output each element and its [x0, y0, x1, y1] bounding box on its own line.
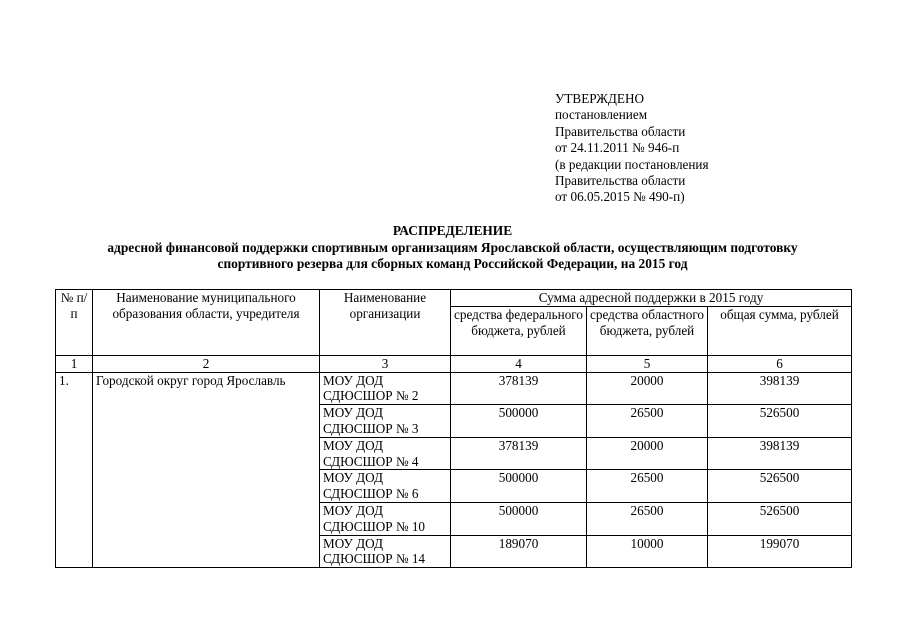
federal-value: 500000: [451, 470, 587, 503]
header-organization: Наименование организации: [320, 290, 451, 356]
regional-value: 20000: [587, 437, 708, 470]
group-municipality: Городской округ город Ярославль: [93, 372, 320, 568]
approval-stamp: [555, 91, 709, 206]
column-number: 1: [56, 355, 93, 372]
column-number: 4: [451, 355, 587, 372]
document-subtitle-line-1: адресной финансовой поддержки спортивным организациям Ярославской области, осуществляющим подготовку: [107, 240, 798, 255]
document-subtitle-line-2: спортивного резерва для сборных команд Российской Федерации, на 2015 год: [217, 256, 688, 271]
regional-value: 26500: [587, 470, 708, 503]
approval-line: от 24.11.2011 № 946-п: [555, 140, 680, 156]
total-value: 398139: [708, 437, 852, 470]
approval-line: от 06.05.2015 № 490-п): [555, 189, 685, 205]
approval-line: УТВЕРЖДЕНО: [555, 91, 645, 106]
org-name: МОУ ДОД СДЮСШОР № 2: [320, 372, 451, 405]
federal-value: 189070: [451, 535, 587, 568]
header-municipality: Наименование муниципального образования области, учредителя: [93, 290, 320, 356]
approval-line: Правительства области: [555, 173, 686, 189]
header-num: № п/п: [56, 290, 93, 356]
regional-value: 20000: [587, 372, 708, 405]
org-name: МОУ ДОД СДЮСШОР № 6: [320, 470, 451, 503]
header-federal: средства федерального бюджета, рублей: [451, 306, 587, 355]
table-row: [56, 372, 852, 405]
total-value: 199070: [708, 535, 852, 568]
federal-value: 500000: [451, 405, 587, 438]
header-regional: средства областного бюджета, рублей: [587, 306, 708, 355]
federal-value: 500000: [451, 502, 587, 535]
org-name: МОУ ДОД СДЮСШОР № 10: [320, 502, 451, 535]
total-value: 398139: [708, 372, 852, 405]
total-value: 526500: [708, 502, 852, 535]
approval-line: Правительства области: [555, 123, 686, 139]
regional-value: 10000: [587, 535, 708, 568]
distribution-table: [55, 289, 852, 568]
group-num: 1.: [56, 372, 93, 568]
total-value: 526500: [708, 405, 852, 438]
org-name: МОУ ДОД СДЮСШОР № 3: [320, 405, 451, 438]
header-total: общая сумма, рублей: [708, 306, 852, 355]
org-name: МОУ ДОД СДЮСШОР № 4: [320, 437, 451, 470]
header-sum-group: Сумма адресной поддержки в 2015 году: [451, 290, 852, 307]
column-number: 6: [708, 355, 852, 372]
approval-line: (в редакции постановления: [555, 156, 709, 172]
federal-value: 378139: [451, 437, 587, 470]
approval-line: постановлением: [555, 107, 648, 123]
org-name: МОУ ДОД СДЮСШОР № 14: [320, 535, 451, 568]
document-title: РАСПРЕДЕЛЕНИЕ: [392, 223, 513, 238]
column-number: 2: [93, 355, 320, 372]
column-number: 3: [320, 355, 451, 372]
column-number: 5: [587, 355, 708, 372]
regional-value: 26500: [587, 502, 708, 535]
regional-value: 26500: [587, 405, 708, 438]
total-value: 526500: [708, 470, 852, 503]
federal-value: 378139: [451, 372, 587, 405]
